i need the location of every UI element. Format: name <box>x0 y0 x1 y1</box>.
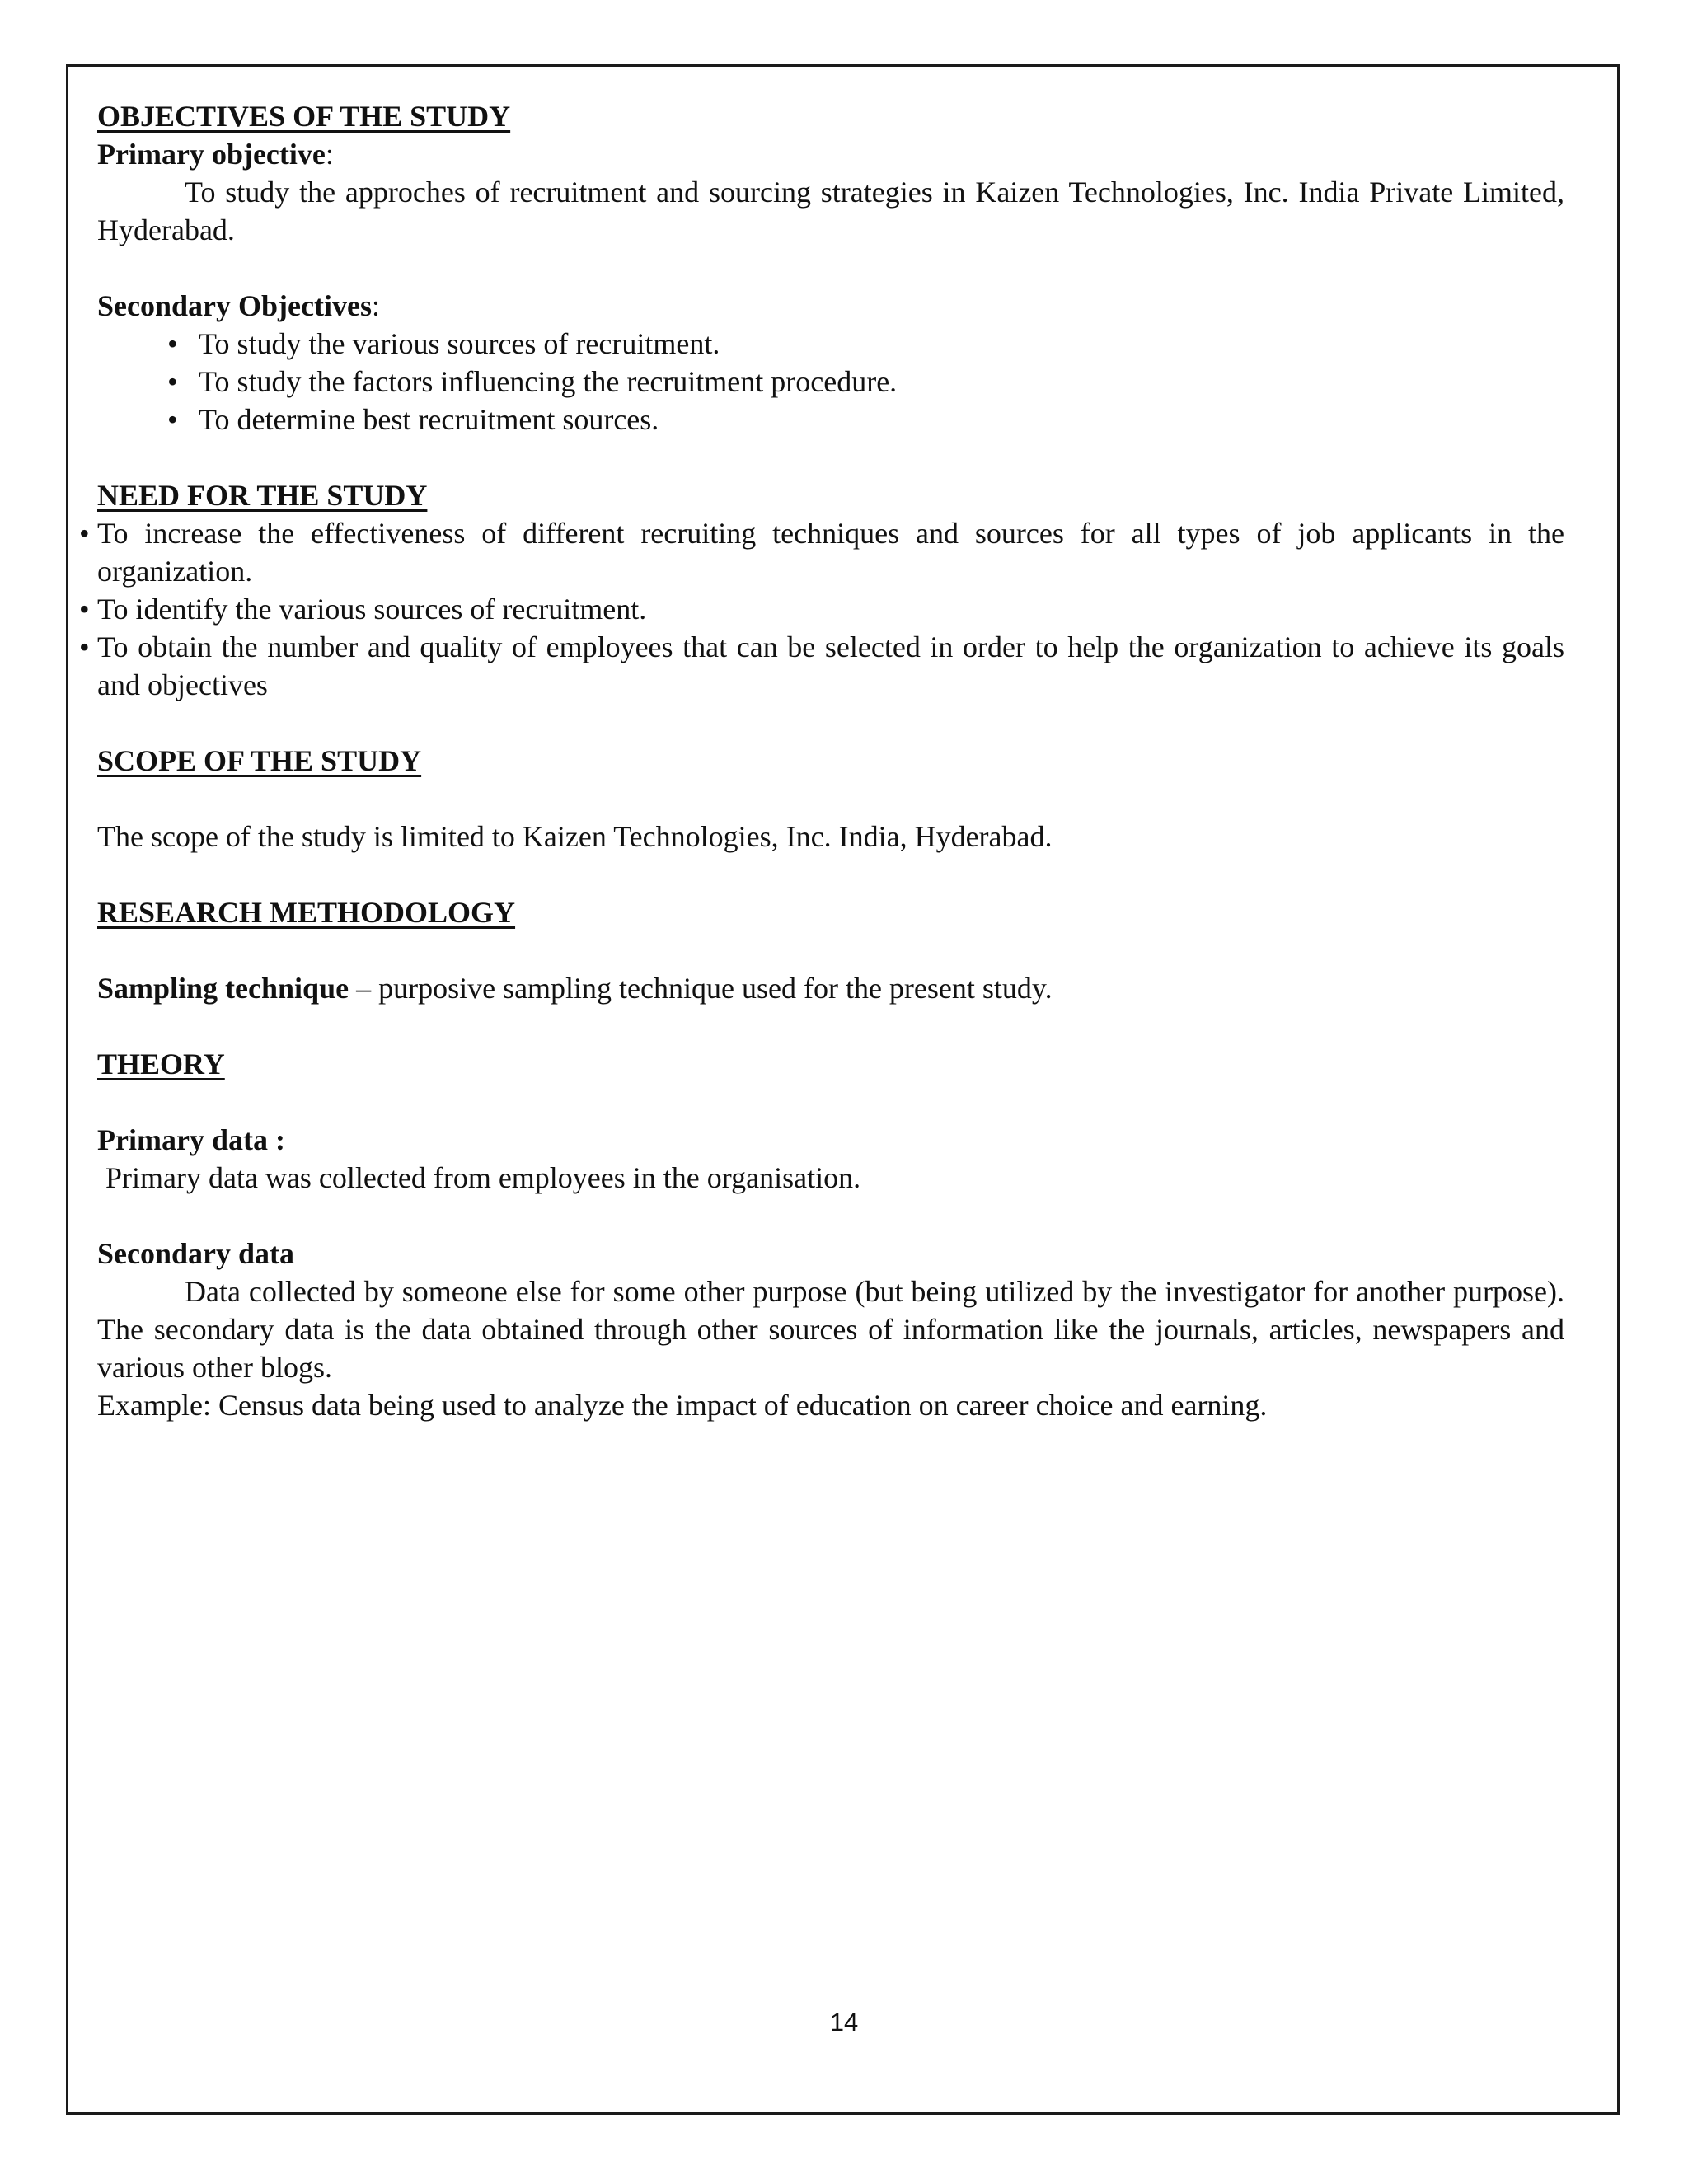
secondary-objectives-list <box>97 325 1564 438</box>
scope-heading: SCOPE OF THE STUDY <box>97 744 422 777</box>
need-list <box>79 514 1564 704</box>
methodology-section <box>97 893 1564 1007</box>
page-number: 14 <box>829 2008 859 2036</box>
primary-objective-label: Primary objective <box>97 138 326 171</box>
theory-section <box>97 1045 1564 1424</box>
primary-objective-text: To study the approches of recruitment and sourcing strategies in Kaizen Technologies, Inc. India Private Limited, Hyderabad. <box>97 176 1564 246</box>
list-item: • To obtain the number and quality of employees that can be selected in order to help the organization to achieve its goals and objectives <box>79 628 1564 704</box>
example-text: Example: Census data being used to analyze the impact of education on career choice and earning. <box>97 1389 1268 1422</box>
sampling-text: – purposive sampling technique used for the present study. <box>349 972 1053 1005</box>
list-item: • To identify the various sources of recruitment. <box>79 590 1564 628</box>
sampling-label: Sampling technique <box>97 972 349 1005</box>
list-item: • To study the various sources of recruitment. <box>167 325 1564 363</box>
list-item: • To increase the effectiveness of different recruiting techniques and sources for all types of job applicants in the organization. <box>79 514 1564 590</box>
theory-heading: THEORY <box>97 1047 225 1080</box>
secondary-objectives-label: Secondary Objectives <box>97 289 372 322</box>
objectives-heading: OBJECTIVES OF THE STUDY <box>97 100 511 133</box>
need-section <box>97 476 1564 704</box>
primary-data-text: Primary data was collected from employees in the organisation. <box>106 1161 861 1194</box>
primary-data-label: Primary data : <box>97 1123 285 1156</box>
scope-section <box>97 742 1564 855</box>
need-heading: NEED FOR THE STUDY <box>97 479 428 512</box>
list-item: • To study the factors influencing the recruitment procedure. <box>167 363 1564 401</box>
secondary-data-text: Data collected by someone else for some other purpose (but being utilized by the investigator for another purpose). The secondary data is the data obtained through other sources of information like the journals, articles, newspapers and various other blogs. <box>97 1275 1564 1384</box>
scope-text: The scope of the study is limited to Kaizen Technologies, Inc. India, Hyderabad. <box>97 820 1053 853</box>
document-body <box>97 97 1564 1424</box>
objectives-section: OBJECTIVES OF THE STUDY Primary objective: To study the approches of recruitment and sourcing strategies in Kaizen Technologies, Inc. India Private Limited, Hyderabad. Secondary Objectives: • To study the various sources of recruitment. • To study the factors influencing the recruitment procedure. • To determine best recruitment sources. <box>97 97 1564 438</box>
sampling-line <box>97 969 1564 1007</box>
list-item: • To determine best recruitment sources. <box>167 401 1564 438</box>
methodology-heading: RESEARCH METHODOLOGY <box>97 896 516 929</box>
secondary-data-label: Secondary data <box>97 1237 295 1270</box>
